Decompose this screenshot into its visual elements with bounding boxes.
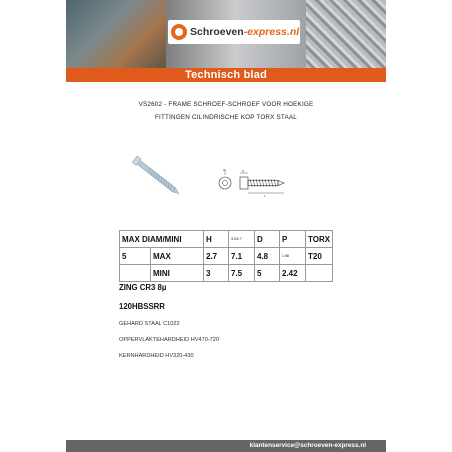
material-spec: GEHARD STAAL C1022: [119, 321, 180, 327]
table-cell: 2.42: [280, 265, 306, 282]
screw-product-image: [126, 156, 190, 200]
table-cell: 1.98: [280, 248, 306, 265]
table-cell: MINI: [151, 265, 204, 282]
surface-hardness-spec: OPPERVLAKTEHARDHEID HV470-720: [119, 337, 220, 343]
table-row: [120, 248, 333, 265]
header-photo-screws: [306, 0, 386, 68]
table-cell: P: [280, 231, 306, 248]
banner-title: Technisch blad: [184, 69, 268, 81]
table-cell: 3.0/2.7: [229, 231, 255, 248]
brand-logo: [168, 20, 300, 44]
table-cell: D: [255, 231, 280, 248]
table-cell: 5: [255, 265, 280, 282]
table-cell: MAX: [151, 248, 204, 265]
screw-technical-drawing: [216, 166, 306, 200]
drawing-label-a: A: [223, 168, 226, 172]
product-title-line2: FITTINGEN CILINDRISCHE KOP TORX STAAL: [155, 114, 297, 121]
header-photo-tools: [66, 0, 166, 68]
title-banner: [66, 68, 386, 82]
header-banner: [66, 0, 386, 68]
logo-icon: [171, 24, 187, 40]
table-cell: [120, 265, 151, 282]
product-title-line1: VS2602 - FRAME SCHROEF-SCHROEF VOOR HOEKIGE: [138, 101, 314, 108]
spec-table: [119, 230, 333, 282]
table-cell: T20: [306, 248, 333, 265]
core-hardness-spec: KERNHARDHEID HV320-430: [119, 353, 194, 359]
table-cell: MAX DIAM/MINI: [120, 231, 204, 248]
table-cell: 7.5: [229, 265, 255, 282]
table-cell: 4.8: [255, 248, 280, 265]
contact-email[interactable]: klantenservice@schroeven-express.nl: [249, 442, 366, 449]
drawing-label-h: H: [242, 169, 245, 173]
product-code: 120HBSSRR: [119, 302, 165, 311]
table-cell: [306, 265, 333, 282]
table-row: [120, 265, 333, 282]
table-cell: 3: [204, 265, 229, 282]
product-title: [96, 98, 356, 124]
technical-sheet-page: [66, 0, 386, 452]
table-cell: TORX: [306, 231, 333, 248]
footer-bar: [66, 440, 386, 452]
drawing-label-l: L: [264, 194, 266, 198]
coating-spec: ZING CR3 8µ: [119, 283, 167, 292]
table-cell: H: [204, 231, 229, 248]
table-cell: 2.7: [204, 248, 229, 265]
table-cell: 5: [120, 248, 151, 265]
table-cell: 7.1: [229, 248, 255, 265]
table-header-row: [120, 231, 333, 248]
logo-text: Schroeven-express.nl: [190, 26, 300, 38]
